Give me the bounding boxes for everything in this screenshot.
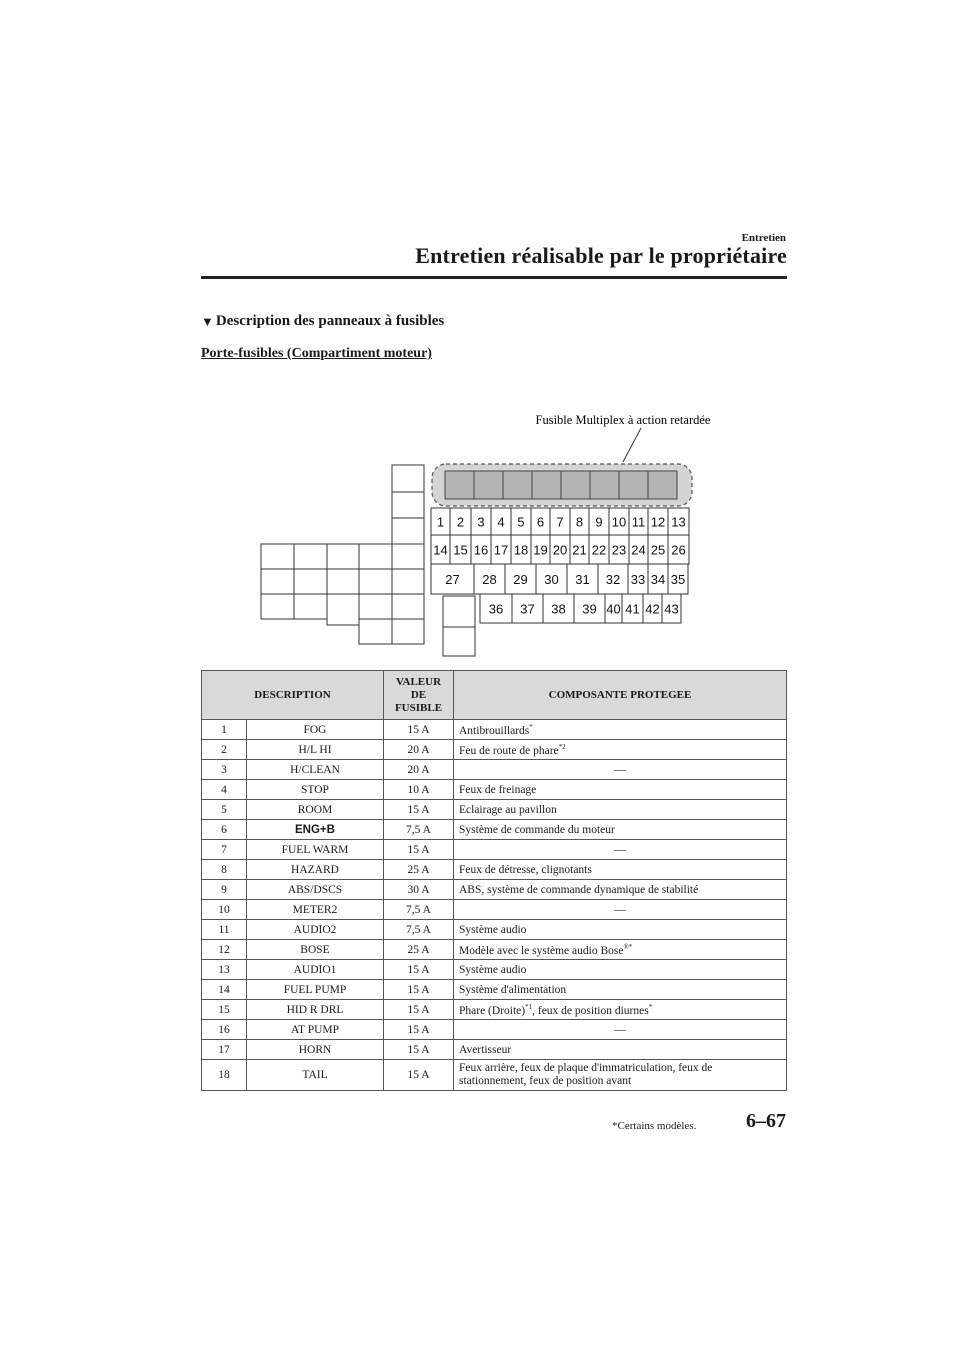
footnote-marker: ®* <box>623 942 633 951</box>
left-block-cell <box>359 544 392 569</box>
fuse-number-label: 21 <box>572 542 587 558</box>
table-row <box>202 780 787 800</box>
fuse-value: 15 A <box>384 1040 454 1060</box>
fuse-name: AUDIO1 <box>247 960 384 980</box>
fuse-number: 12 <box>202 940 247 960</box>
fuse-number: 2 <box>202 740 247 760</box>
fuse-number-label: 10 <box>611 514 627 530</box>
protected-component <box>454 1020 787 1040</box>
table-row <box>202 820 787 840</box>
fuse-number: 3 <box>202 760 247 780</box>
fuse-number: 9 <box>202 880 247 900</box>
fuse-value: 15 A <box>384 1060 454 1091</box>
triangle-down-icon: ▼ <box>201 313 214 329</box>
component-text: Système de commande du moteur <box>459 823 615 836</box>
table-row <box>202 1020 787 1040</box>
header-value-line2: DE <box>410 688 427 701</box>
fuse-number: 4 <box>202 780 247 800</box>
protected-component <box>454 940 787 960</box>
fuse-number-label: 4 <box>497 514 505 530</box>
fuse-name: FUEL WARM <box>247 840 384 860</box>
left-block-cell <box>294 594 327 619</box>
fuse-number: 8 <box>202 860 247 880</box>
fuse-number-label: 28 <box>482 572 497 587</box>
left-block-cell <box>261 569 294 594</box>
fuse-value: 15 A <box>384 800 454 820</box>
fuse-number-label: 22 <box>591 542 607 558</box>
component-text: — <box>614 903 626 916</box>
fuse-number-label: 14 <box>433 542 448 558</box>
fuse-number-label: 3 <box>477 514 485 530</box>
fuse-name: FOG <box>247 720 384 740</box>
table-row <box>202 740 787 760</box>
header-component: COMPOSANTE PROTEGEE <box>454 671 787 720</box>
small-fuse-cell <box>443 627 475 656</box>
fuse-value: 7,5 A <box>384 920 454 940</box>
fuse-name: HAZARD <box>247 860 384 880</box>
component-text: Feux de freinage <box>459 783 537 796</box>
component-text-continued: , feux de position diurnes <box>532 1004 649 1017</box>
fuse-name: AUDIO2 <box>247 920 384 940</box>
fuse-number-label: 11 <box>631 514 646 530</box>
table-row <box>202 960 787 980</box>
fuse-number-label: 12 <box>650 514 666 530</box>
left-block-cell <box>294 544 327 569</box>
header-description: DESCRIPTION <box>202 671 384 720</box>
fuse-number-label: 33 <box>630 572 646 587</box>
fuse-number-label: 29 <box>513 572 528 587</box>
fuse-value: 15 A <box>384 1020 454 1040</box>
header-value-line1: VALEUR <box>395 675 442 688</box>
fuse-number: 15 <box>202 1000 247 1020</box>
callout-leader-line <box>623 428 641 462</box>
fuse-number-label: 34 <box>650 572 666 587</box>
fuse-value: 15 A <box>384 980 454 1000</box>
left-column-cell <box>392 518 424 544</box>
protected-component <box>454 760 787 780</box>
header-value-line3: FUSIBLE <box>394 701 443 714</box>
protected-component <box>454 900 787 920</box>
fuse-name: FUEL PUMP <box>247 980 384 1000</box>
component-text: Feux arrière, feux de plaque d'immatriculation, feux de stationnement, feux de position avant <box>459 1062 713 1087</box>
protected-component <box>454 720 787 740</box>
table-row <box>202 860 787 880</box>
fuse-number: 5 <box>202 800 247 820</box>
table-row <box>202 720 787 740</box>
left-block-cell <box>359 569 392 594</box>
fuse-name: H/L HI <box>247 740 384 760</box>
callout-label: Fusible Multiplex à action retardée <box>535 413 711 427</box>
fuse-number-label: 7 <box>556 514 564 530</box>
fuse-number-label: 2 <box>456 514 465 530</box>
fuse-number-label: 19 <box>533 542 548 558</box>
left-block-cell <box>359 594 392 619</box>
left-block-cell <box>327 594 359 625</box>
left-block-cell <box>261 594 294 619</box>
fuse-number: 10 <box>202 900 247 920</box>
fuse-number-label: 30 <box>544 572 559 587</box>
protected-component <box>454 920 787 940</box>
protected-component <box>454 880 787 900</box>
fuse-number: 13 <box>202 960 247 980</box>
fuse-number-label: 15 <box>453 542 468 558</box>
component-text: Eclairage au pavillon <box>459 803 557 816</box>
section-subtitle: Porte-fusibles (Compartiment moteur) <box>201 346 432 361</box>
multiplex-fuse-cell <box>532 471 561 499</box>
fuse-value: 20 A <box>384 760 454 780</box>
fuse-name: HID R DRL <box>247 1000 384 1020</box>
table-row <box>202 900 787 920</box>
component-text: Système d'alimentation <box>459 983 567 996</box>
fuse-number: 17 <box>202 1040 247 1060</box>
fuse-number-label: 37 <box>520 601 535 617</box>
fuse-number-label: 1 <box>436 514 445 530</box>
fuse-name: H/CLEAN <box>247 760 384 780</box>
fuse-name: ROOM <box>247 800 384 820</box>
component-text: Avertisseur <box>459 1043 512 1056</box>
component-text: Système audio <box>459 963 527 976</box>
fuse-number: 6 <box>202 820 247 840</box>
protected-component <box>454 780 787 800</box>
left-block-cell <box>392 594 424 619</box>
component-text: Antibrouillards <box>459 724 530 737</box>
table-row <box>202 760 787 780</box>
fuse-number: 11 <box>202 920 247 940</box>
fuse-number: 7 <box>202 840 247 860</box>
fuse-value: 10 A <box>384 780 454 800</box>
fuse-number-label: 39 <box>582 601 597 617</box>
protected-component <box>454 1000 787 1020</box>
fuse-name: ABS/DSCS <box>247 880 384 900</box>
fuse-value: 7,5 A <box>384 900 454 920</box>
protected-component <box>454 800 787 820</box>
component-text: — <box>614 763 626 776</box>
fuse-number-label: 18 <box>513 542 529 558</box>
component-text: Feu de route de phare <box>459 744 559 757</box>
protected-component <box>454 960 787 980</box>
left-column-cell <box>392 465 424 492</box>
left-block-cell <box>392 544 424 569</box>
fuse-value: 30 A <box>384 880 454 900</box>
table-row <box>202 1040 787 1060</box>
protected-component <box>454 820 787 840</box>
fuse-number-label: 41 <box>625 601 640 617</box>
footnote: *Certains modèles. <box>612 1120 697 1132</box>
fuse-number-label: 42 <box>645 601 660 617</box>
fuse-value: 20 A <box>384 740 454 760</box>
fuse-name: HORN <box>247 1040 384 1060</box>
fuse-name: ENG+B <box>247 820 384 840</box>
footnote-marker: *2 <box>558 742 566 751</box>
left-block-cell <box>327 544 359 569</box>
fuse-number-label: 26 <box>671 542 686 558</box>
protected-component <box>454 840 787 860</box>
small-fuse-cell <box>443 596 475 627</box>
table-row <box>202 980 787 1000</box>
table-row <box>202 880 787 900</box>
component-text: Phare (Droite) <box>459 1004 526 1017</box>
multiplex-fuse-cell <box>590 471 619 499</box>
fuse-number-label: 36 <box>488 601 504 617</box>
fuse-number-label: 27 <box>445 572 460 587</box>
protected-component <box>454 980 787 1000</box>
fuse-number-label: 23 <box>611 542 627 558</box>
fuse-name: AT PUMP <box>247 1020 384 1040</box>
table-row <box>202 940 787 960</box>
component-text: — <box>614 1023 626 1036</box>
left-block-cell <box>294 569 327 594</box>
fuse-table <box>201 670 787 1091</box>
fuse-value: 15 A <box>384 840 454 860</box>
fuse-number-label: 8 <box>575 514 584 530</box>
fuse-value: 25 A <box>384 860 454 880</box>
multiplex-fuse-cell <box>474 471 503 499</box>
protected-component <box>454 860 787 880</box>
fuse-name: BOSE <box>247 940 384 960</box>
fuse-number-label: 35 <box>670 572 686 587</box>
fuse-number: 16 <box>202 1020 247 1040</box>
fuse-value: 15 A <box>384 720 454 740</box>
fuse-name: STOP <box>247 780 384 800</box>
footnote-marker: * <box>529 722 533 731</box>
multiplex-fuse-cell <box>648 471 677 499</box>
fuse-value: 15 A <box>384 1000 454 1020</box>
fuse-number-label: 17 <box>493 542 509 558</box>
table-row <box>202 800 787 820</box>
protected-component <box>454 1040 787 1060</box>
page-number: 6–67 <box>746 1110 786 1132</box>
fuse-name: METER2 <box>247 900 384 920</box>
component-text: — <box>614 843 626 856</box>
component-text: ABS, système de commande dynamique de stabilité <box>459 883 699 896</box>
fuse-value: 15 A <box>384 960 454 980</box>
table-header-row <box>202 671 787 720</box>
footnote-marker: *1 <box>525 1002 533 1011</box>
component-text: Feux de détresse, clignotants <box>459 863 592 876</box>
fuse-number-label: 31 <box>575 572 590 587</box>
multiplex-fuse-cell <box>445 471 474 499</box>
fuse-number-label: 32 <box>605 572 621 587</box>
fuse-value: 25 A <box>384 940 454 960</box>
fuse-number-label: 25 <box>650 542 666 558</box>
fuse-number: 14 <box>202 980 247 1000</box>
left-block-cell <box>327 569 359 594</box>
fuse-name: TAIL <box>247 1060 384 1091</box>
protected-component <box>454 1060 787 1091</box>
multiplex-fuse-cell <box>503 471 532 499</box>
left-block-cell <box>261 544 294 569</box>
section-title-text: Description des panneaux à fusibles <box>215 313 445 329</box>
fuse-number-label: 40 <box>606 601 621 617</box>
table-row <box>202 920 787 940</box>
page-title: Entretien réalisable par le propriétaire <box>415 243 787 268</box>
header-value <box>384 671 454 720</box>
fuse-number: 1 <box>202 720 247 740</box>
multiplex-fuse-cell <box>619 471 648 499</box>
fuse-number-label: 24 <box>631 542 646 558</box>
table-row <box>202 840 787 860</box>
left-column-cell <box>392 492 424 518</box>
table-row <box>202 1060 787 1091</box>
fuse-value: 7,5 A <box>384 820 454 840</box>
fuse-number-label: 20 <box>552 542 568 558</box>
fuse-number-label: 6 <box>536 514 545 530</box>
fuse-number-label: 13 <box>671 514 686 530</box>
multiplex-fuse-cell <box>561 471 590 499</box>
left-block-cell <box>392 619 424 644</box>
fuse-number-label: 5 <box>517 514 525 530</box>
fuse-number-label: 43 <box>664 601 679 617</box>
left-block-cell <box>359 619 392 644</box>
fuse-number: 18 <box>202 1060 247 1091</box>
left-block-cell <box>392 569 424 594</box>
protected-component <box>454 740 787 760</box>
fuse-number-label: 16 <box>473 542 489 558</box>
component-text: Système audio <box>459 923 527 936</box>
component-text: Modèle avec le système audio Bose <box>459 944 624 957</box>
table-row <box>202 1000 787 1020</box>
fuse-number-label: 38 <box>551 601 566 617</box>
chapter-label: Entretien <box>741 232 786 244</box>
footnote-marker: * <box>648 1002 653 1011</box>
fuse-number-label: 9 <box>595 514 603 530</box>
